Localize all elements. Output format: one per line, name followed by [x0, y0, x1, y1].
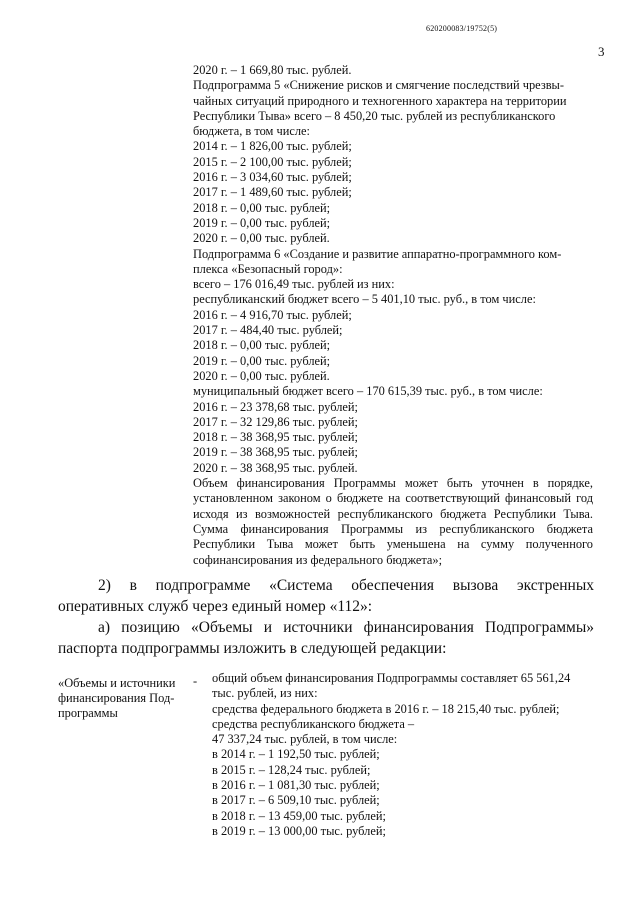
- amendment-paragraph: 2) в подпрограмме «Система обеспечения вызова экстренных оперативных служб через единый номер «112»:: [58, 577, 594, 615]
- value-line: тыс. рублей, из них:: [212, 686, 318, 701]
- program-funding-block: [193, 63, 593, 568]
- funding-table-label: [58, 676, 206, 721]
- text-line: 2019 г. – 38 368,95 тыс. рублей;: [193, 445, 358, 460]
- amendment-section: [58, 575, 594, 659]
- text-line: плекса «Безопасный город»:: [193, 261, 343, 276]
- value-line: 47 337,24 тыс. рублей, в том числе:: [212, 732, 398, 747]
- closing-paragraph: Объем финансирования Программы может быть уточнен в порядке, установленном законом о бюджете на соответствующий финансовый год исходя из возможностей республиканского бюджета Республики Тыва. Сумма финансирования Программы из республиканского бюджета Республики Тыва может быть уменьшена на сумму полученного софинансирования из федерального бюджета»;: [193, 476, 593, 567]
- value-line: средства федерального бюджета в 2016 г. – 18 215,40 тыс. рублей;: [212, 701, 560, 716]
- text-line: Республики Тыва» всего – 8 450,20 тыс. рублей из республиканского: [193, 108, 556, 123]
- text-line: Подпрограмма 6 «Создание и развитие аппаратно-программного ком-: [193, 246, 562, 261]
- value-line: в 2018 г. – 13 459,00 тыс. рублей;: [212, 808, 386, 823]
- text-line: 2018 г. – 0,00 тыс. рублей;: [193, 200, 331, 215]
- value-line: общий объем финансирования Подпрограммы составляет 65 561,24: [212, 671, 571, 685]
- text-line: 2020 г. – 1 669,80 тыс. рублей.: [193, 63, 352, 77]
- text-line: 2018 г. – 0,00 тыс. рублей;: [193, 338, 331, 353]
- value-line: в 2015 г. – 128,24 тыс. рублей;: [212, 762, 371, 777]
- value-line: в 2017 г. – 6 509,10 тыс. рублей;: [212, 793, 380, 808]
- text-line: 2015 г. – 2 100,00 тыс. рублей;: [193, 154, 352, 169]
- document-code: 620200083/19752(5): [426, 24, 498, 33]
- text-line: муниципальный бюджет всего – 170 615,39 тыс. руб., в том числе:: [193, 384, 543, 399]
- page-number: 3: [598, 44, 605, 59]
- text-line: 2020 г. – 0,00 тыс. рублей.: [193, 231, 330, 246]
- text-line: 2017 г. – 484,40 тыс. рублей;: [193, 323, 343, 338]
- text-line: Подпрограмма 5 «Снижение рисков и смягчение последствий чрезвы-: [193, 78, 565, 93]
- label-line: программы: [58, 706, 118, 720]
- table-dash: -: [193, 674, 198, 688]
- text-line: 2019 г. – 0,00 тыс. рублей;: [193, 215, 331, 230]
- value-line: в 2014 г. – 1 192,50 тыс. рублей;: [212, 747, 380, 762]
- text-line: 2017 г. – 32 129,86 тыс. рублей;: [193, 414, 358, 429]
- text-line: 2016 г. – 23 378,68 тыс. рублей;: [193, 399, 358, 414]
- value-line: средства республиканского бюджета –: [212, 716, 415, 731]
- text-line: республиканский бюджет всего – 5 401,10 тыс. руб., в том числе:: [193, 292, 536, 307]
- text-line: 2018 г. – 38 368,95 тыс. рублей;: [193, 430, 358, 445]
- text-line: 2017 г. – 1 489,60 тыс. рублей;: [193, 185, 352, 200]
- text-line: 2016 г. – 3 034,60 тыс. рублей;: [193, 170, 352, 185]
- value-line: в 2016 г. – 1 081,30 тыс. рублей;: [212, 778, 380, 793]
- text-line: всего – 176 016,49 тыс. рублей из них:: [193, 277, 395, 292]
- amendment-paragraph: а) позицию «Объемы и источники финансирования Подпрограммы» паспорта подпрограммы изложить в следующей редакции:: [58, 619, 594, 657]
- text-line: чайных ситуаций природного и техногенного характера на территории: [193, 93, 567, 108]
- text-line: 2016 г. – 4 916,70 тыс. рублей;: [193, 307, 352, 322]
- label-line: «Объемы и источники: [58, 676, 176, 690]
- text-line: бюджета, в том числе:: [193, 124, 310, 139]
- text-line: 2020 г. – 38 368,95 тыс. рублей.: [193, 460, 358, 475]
- funding-table-values: [212, 671, 596, 839]
- label-line: финансирования Под-: [58, 691, 175, 705]
- text-line: 2014 г. – 1 826,00 тыс. рублей;: [193, 139, 352, 154]
- value-line: в 2019 г. – 13 000,00 тыс. рублей;: [212, 823, 386, 838]
- text-line: 2020 г. – 0,00 тыс. рублей.: [193, 368, 330, 383]
- text-line: 2019 г. – 0,00 тыс. рублей;: [193, 353, 331, 368]
